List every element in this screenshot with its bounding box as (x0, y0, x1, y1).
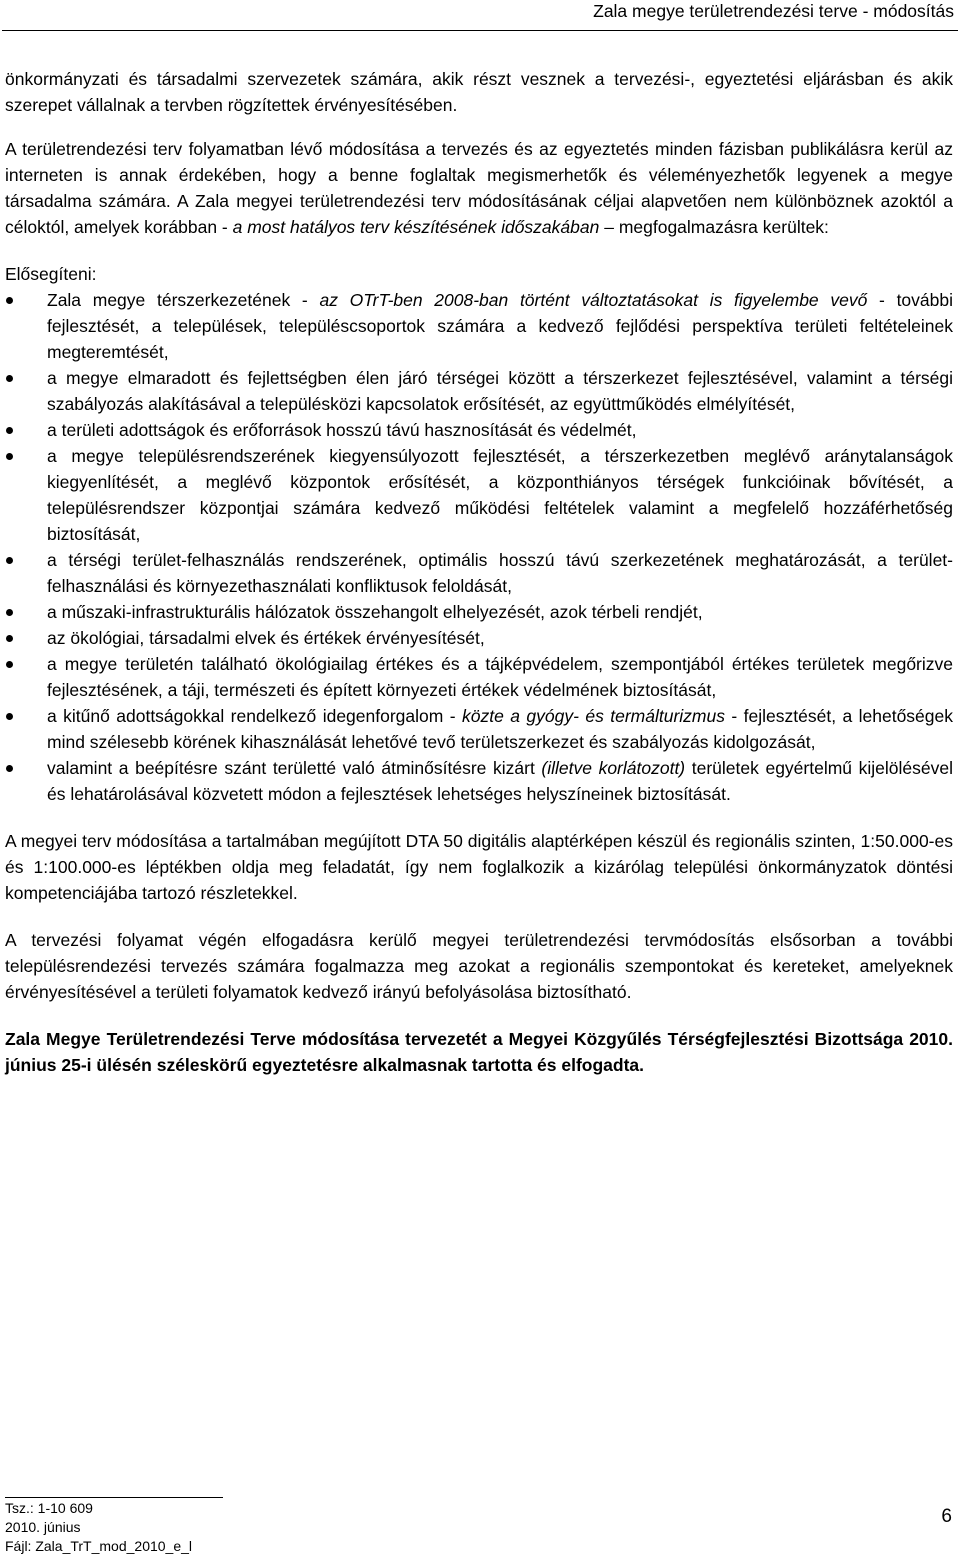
footer-project-number: Tsz.: 1-10 609 (5, 1500, 93, 1516)
goal-text: Zala megye térszerkezetének - (47, 290, 320, 310)
goal-item (5, 599, 953, 625)
bullet-icon (6, 609, 13, 616)
page-footer (5, 1497, 954, 1565)
goal-text: a kitűnő adottságokkal rendelkező idegenforgalom - (47, 706, 462, 726)
goals-list (5, 287, 953, 807)
bullet-icon (6, 375, 13, 382)
goal-text: a területi adottságok és erőforrások hosszú távú hasznosítását és védelmét, (47, 420, 637, 440)
goal-text: az ökológiai, társadalmi elvek és értékek érvényesítését, (47, 628, 485, 648)
goal-text: a megye területén található ökológiailag értékes és a tájképvédelem, szempontjából értékes területek megőrizve fejlesztésének, a táji, természeti és épített környezeti értékek védelmének biztosítását, (47, 654, 953, 700)
goal-text-italic: (illetve korlátozott) (541, 758, 686, 778)
promote-heading: Elősegíteni: (5, 264, 97, 284)
footer-file-name: Fájl: Zala_TrT_mod_2010_e_l (5, 1538, 193, 1554)
goal-text-end: - további fejlesztését, a települések, településcsoportok számára a kedvező fejlődési perspektíva területi feltételeinek megteremtését, (47, 290, 954, 362)
paragraph-intro (5, 136, 953, 240)
bullet-icon (6, 453, 13, 460)
page-number: 6 (941, 1506, 952, 1527)
goal-item (5, 547, 953, 599)
bullet-icon (6, 297, 13, 304)
goal-item (5, 443, 953, 547)
goal-text-end: - fejlesztését, a lehetőségek mind szélesebb körének kihasználását lehetővé tevő területszerkezet és szabályozás kidolgozását, (47, 706, 953, 752)
footer-date: 2010. június (5, 1519, 81, 1535)
bullet-icon (6, 635, 13, 642)
paragraph-planning-process: A tervezési folyamat végén elfogadásra kerülő megyei területrendezési tervmódosítás elsősorban a további településrendezési tervezés számára fogalmazza meg azokat a regionális szempontokat és kereteket, amelyeknek érvényesítésével a területi folyamatok kedvező irányú befolyásolása biztosítható. (5, 930, 953, 1002)
paragraph-intro-italic: a most hatályos terv készítésének időszakában – (232, 217, 614, 237)
goal-item (5, 287, 953, 365)
paragraph-intro-end: megfogalmazásra kerültek: (613, 217, 829, 237)
goal-text: a megye településrendszerének kiegyensúlyozott fejlesztését, a térszerkezetben meglévő aránytalanságok kiegyenlítését, a meglévő központok erősítését, a központhiányos térségek funkcióinak bővítését, a településrendszer központjai számára kedvező működési feltételek valamint a megfelelő hozzáférhetőség biztosítását, (47, 446, 953, 544)
footer-info (5, 1499, 192, 1556)
goal-text: valamint a beépítésre szánt területté való átminősítésre kizárt (47, 758, 542, 778)
goal-item (5, 625, 953, 651)
paragraph-intro-start: A területrendezési terv folyamatban lévő módosítása a tervezés és az egyeztetés minden fázisban publikálásra kerül az interneten is annak érdekében, hogy a benne foglaltak megismerhetők és véleményezhetők legyenek a megye társadalma számára. A Zala megyei területrendezési terv módosításának céljai alapvetően nem különböznek azoktól a céloktól, amelyek korábban - (5, 139, 953, 237)
document-body (5, 66, 953, 1078)
goal-text: a megye elmaradott és fejlettségben élen járó térségei között a térszerkezet fejlesztésével, valamint a térségi szabályozás alakításával a településközi kapcsolatok erősítését, az együttműködés elmélyítését, (47, 368, 953, 414)
paragraph-continuation: önkormányzati és társadalmi szervezetek számára, akik részt vesznek a tervezési-, egyeztetési eljárásban és akik szerepet vállalnak a tervben rögzítettek érvényesítésében. (5, 69, 953, 115)
goal-item (5, 651, 953, 703)
goal-text-end: területek egyértelmű kijelölésével és lehatárolásával közvetett módon a fejlesztések lehetséges helyszíneinek biztosítását. (47, 758, 953, 804)
goal-item (5, 365, 953, 417)
goal-item (5, 755, 953, 807)
bullet-icon (6, 427, 13, 434)
goal-item (5, 703, 953, 755)
bullet-icon (6, 557, 13, 564)
goal-item (5, 417, 953, 443)
bullet-icon (6, 713, 13, 720)
goal-text-italic: az OTrT-ben 2008-ban történt változtatásokat is figyelembe vevő (319, 290, 868, 310)
paragraph-approval: Zala Megye Területrendezési Terve módosítása tervezetét a Megyei Közgyűlés Térségfejlesztési Bizottsága 2010. június 25-i ülésén széleskörű egyeztetésre alkalmasnak tartotta és elfogadta. (5, 1029, 953, 1075)
header-rule (2, 30, 958, 31)
goal-text: a műszaki-infrastrukturális hálózatok összehangolt elhelyezését, azok térbeli rendjét, (47, 602, 703, 622)
bullet-icon (6, 661, 13, 668)
header-title: Zala megye területrendezési terve - módosítás (593, 1, 954, 21)
goal-text-italic: közte a gyógy- és termálturizmus (462, 706, 725, 726)
bullet-icon (6, 765, 13, 772)
page-header (0, 0, 960, 46)
goal-text: a térségi terület-felhasználás rendszerének, optimális hosszú távú szerkezetének meghatározását, a terület-felhasználási és környezethasználati konfliktusok feloldását, (47, 550, 953, 596)
paragraph-map-basis: A megyei terv módosítása a tartalmában megújított DTA 50 digitális alaptérképen készül és regionális szinten, 1:50.000-es és 1:100.000-es léptékben oldja meg feladatát, így nem foglalkozik a kizárólag települési önkormányzatok döntési kompetenciájába tartozó részletekkel. (5, 831, 953, 903)
footer-rule (5, 1497, 223, 1498)
